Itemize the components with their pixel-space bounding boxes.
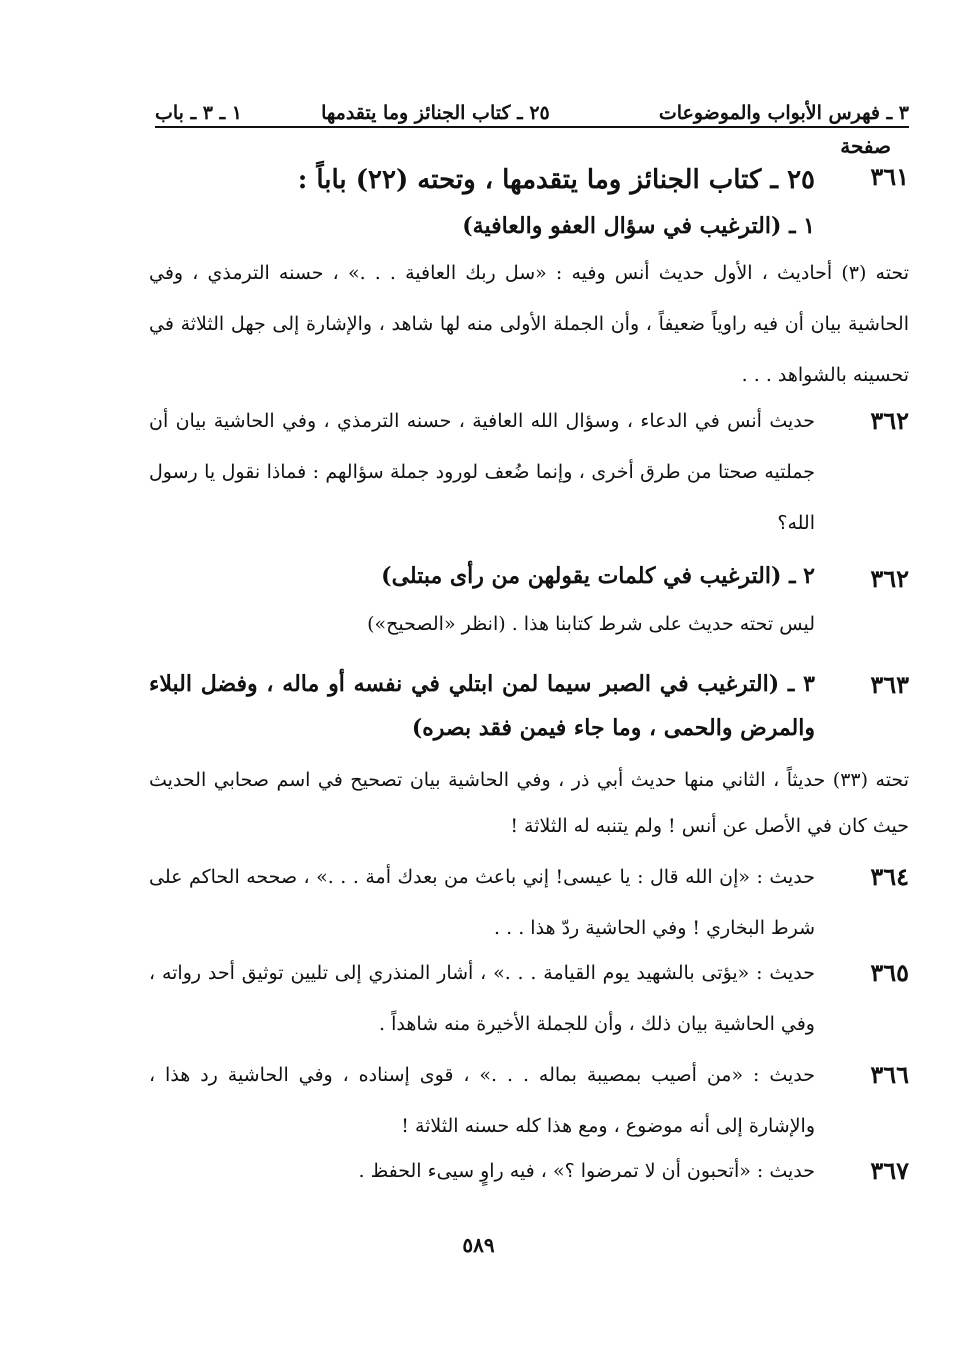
- entry-text: حديث : «أتحبون أن لا تمرضوا ؟» ، فيه راوٍ سيىء الحفظ .: [358, 1160, 815, 1182]
- entry-text: ٢٥ ـ كتاب الجنائز وما يتقدمها ، وتحته (٢٢) باباً :: [297, 165, 815, 195]
- entry-page-number: ٣٦٧: [870, 1156, 909, 1185]
- entry-text: حديث : «من أصيب بمصيبة بماله . . .» ، قوى إسناده ، وفي الحاشية رد هذا ، والإشارة إلى أنه موضوع ، ومع هذا كله حسنه الثلاثة !: [149, 1064, 815, 1137]
- entry-text: ٢ ـ (الترغيب في كلمات يقولهن من رأى مبتلى): [381, 563, 815, 589]
- header-rule: [155, 126, 909, 128]
- entry-page-number: ٣٦٦: [870, 1060, 909, 1089]
- entry-text: تحته (٣٣) حديثاً ، الثاني منها حديث أبي ذر ، وفي الحاشية بيان تصحيح في اسم صحابي الحديث حيث كان في الأصل عن أنس ! ولم يتنبه له الثلاثة !: [149, 769, 909, 837]
- header-book-title: ٣ ـ فهرس الأبواب والموضوعات: [658, 102, 909, 124]
- header-range: ١ ـ ٣ ـ باب: [155, 102, 242, 124]
- entry-page-number: ٣٦٢: [870, 406, 909, 435]
- page-number: ٥٨٩: [462, 1233, 495, 1257]
- entry-text: حديث أنس في الدعاء ، وسؤال الله العافية ، حسنه الترمذي ، وفي الحاشية بيان أن جملتيه صحتا من طرق أخرى ، وإنما ضُعف لورود جملة سؤالهم : فماذا نقول يا رسول الله؟: [149, 410, 815, 534]
- entry-page-number: ٣٦٥: [870, 958, 909, 987]
- entry-text: حديث : «يؤتى بالشهيد يوم القيامة . . .» ، أشار المنذري إلى تليين توثيق أحد رواته ، وفي الحاشية بيان ذلك ، وأن للجملة الأخيرة منه شاهداً .: [149, 962, 815, 1035]
- entry-text: ٣ ـ (الترغيب في الصبر سيما لمن ابتلي في نفسه أو ماله ، وفضل البلاء والمرض والحمى ، وما جاء فيمن فقد بصره): [149, 671, 815, 741]
- entry-page-number: ٣٦٢: [870, 564, 909, 593]
- running-header: [155, 90, 909, 124]
- entry-text: ليس تحته حديث على شرط كتابنا هذا . (انظر «الصحيح»): [367, 613, 815, 635]
- entry-page-number: ٣٦٣: [870, 670, 909, 699]
- header-section-title: ٢٥ ـ كتاب الجنائز وما يتقدمها: [321, 102, 550, 124]
- entry-page-number: ٣٦١: [870, 162, 909, 191]
- entry-text: تحته (٣) أحاديث ، الأول حديث أنس وفيه : «سل ربك العافية . . .» ، حسنه الترمذي ، وفي الحاشية بيان أن فيه راوياً ضعيفاً ، وأن الجملة الأولى منه لها شاهد ، والإشارة إلى جهل الثلاثة في تحسينه بالشواهد . . .: [149, 262, 909, 386]
- entry-page-number: ٣٦٤: [870, 862, 909, 891]
- page-column-label: صفحة: [840, 134, 891, 158]
- entry-text: حديث : «إن الله قال : يا عيسى! إني باعث من بعدك أمة . . .» ، صححه الحاكم على شرط البخاري ! وفي الحاشية ردّ هذا . . .: [149, 866, 815, 939]
- entry-text: ١ ـ (الترغيب في سؤال العفو والعافية): [462, 213, 815, 239]
